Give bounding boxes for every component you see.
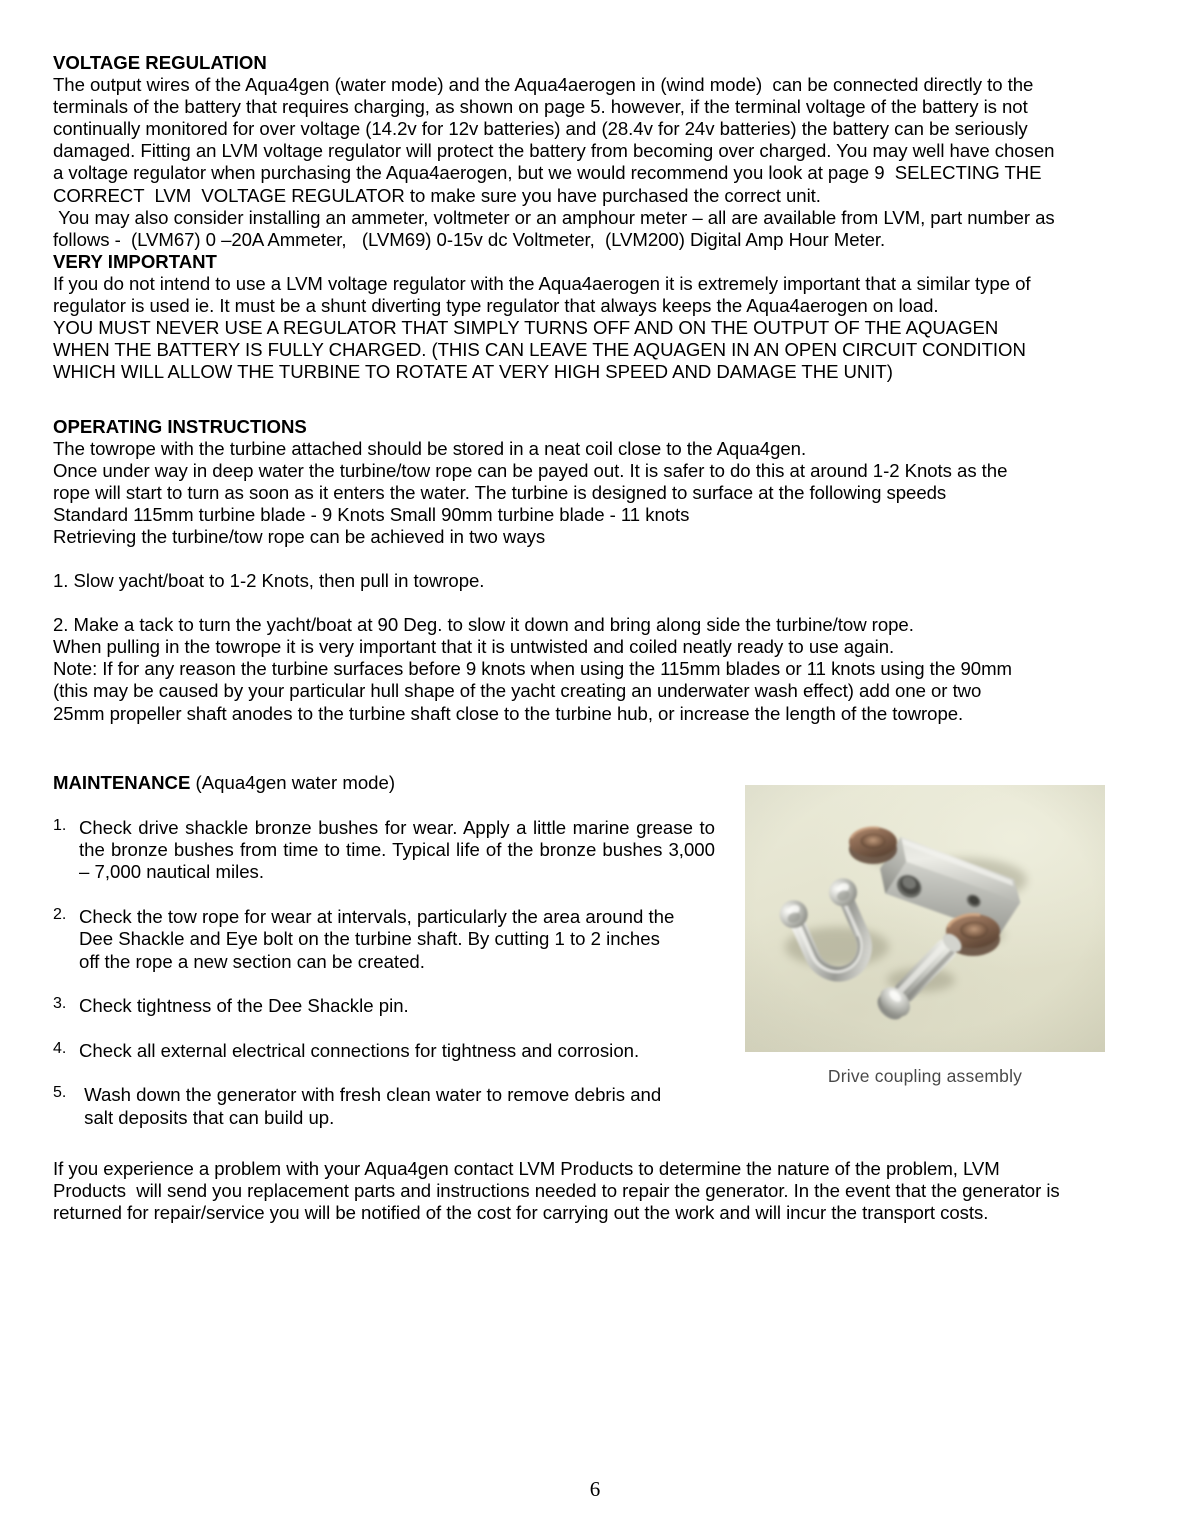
spacer [53,592,1138,614]
body-line: follows - (LVM67) 0 –20A Ammeter, (LVM69) 0-15v dc Voltmeter, (LVM200) Digital Amp Hour Meter. [53,228,886,250]
closing-line: If you experience a problem with your Aqua4gen contact LVM Products to determine the nature of the problem, LVM [53,1158,1000,1179]
spacer [53,794,715,816]
figure-drive-coupling-assembly [745,785,1105,1087]
body-line: CORRECT LVM VOLTAGE REGULATOR to make sure you have purchased the correct unit. [53,184,821,206]
heading-maintenance-bold: MAINTENANCE [53,772,191,793]
maintenance-item-line: Check the tow rope for wear at intervals, particularly the area around the [79,905,675,927]
body-line: damaged. Fitting an LVM voltage regulator will protect the battery from becoming over charged. You may well have chosen [53,140,1055,162]
spacer [53,1062,715,1084]
spacer [53,973,715,995]
maintenance-item-line: off the rope a new section can be created. [79,950,425,972]
retrieval-note-line: 25mm propeller shaft anodes to the turbine shaft close to the turbine hub, or increase the length of the towrope. [53,702,964,724]
heading-maintenance-rest: (Aqua4gen water mode) [190,772,396,793]
maintenance-item-line: Dee Shackle and Eye bolt on the turbine shaft. By cutting 1 to 2 inches [79,928,660,950]
body-line: continually monitored for over voltage (14.2v for 12v batteries) and (28.4v for 24v batteries) the battery can be seriously [53,118,1028,140]
section-operating-instructions [53,416,1138,549]
warning-line: YOU MUST NEVER USE A REGULATOR THAT SIMPLY TURNS OFF AND ON THE OUTPUT OF THE AQUAGEN [53,317,999,339]
photo-vignette [745,785,1105,1052]
retrieval-note-line: (this may be caused by your particular hull shape of the yacht creating an underwater wash effect) add one or two [53,680,982,702]
heading-operating-instructions: OPERATING INSTRUCTIONS [53,416,307,437]
section-maintenance [53,772,715,1129]
drive-coupling-assembly-photo [745,785,1105,1052]
maintenance-item [53,1084,715,1129]
closing-line: returned for repair/service you will be notified of the cost for carrying out the work and will incur the transport costs. [53,1202,989,1224]
maintenance-item-number: 3. [53,995,67,1013]
body-line: The output wires of the Aqua4gen (water mode) and the Aqua4aerogen in (wind mode) can be connected directly to the [53,74,1034,96]
closing-line: Products will send you replacement parts and instructions needed to repair the generator. In the event that the generator is [53,1180,1060,1202]
body-line: Standard 115mm turbine blade - 9 Knots Small 90mm turbine blade - 11 knots [53,504,690,526]
maintenance-item-number: 5. [53,1084,67,1102]
retrieval-note-line: Note: If for any reason the turbine surfaces before 9 knots when using the 115mm blades or 11 knots using the 90mm [53,658,1012,680]
warning-line: WHICH WILL ALLOW THE TURBINE TO ROTATE AT VERY HIGH SPEED AND DAMAGE THE UNIT) [53,361,893,383]
body-line: Retrieving the turbine/tow rope can be achieved in two ways [53,526,546,548]
heading-voltage-regulation: VOLTAGE REGULATION [53,52,267,73]
body-line: You may also consider installing an ammeter, voltmeter or an amphour meter – all are available from LVM, part number as [53,206,1055,228]
retrieval-step-1: 1. Slow yacht/boat to 1-2 Knots, then pull in towrope. [53,570,485,591]
section-retrieval-steps [53,570,1138,725]
body-line: rope will start to turn as soon as it enters the water. The turbine is designed to surface at the following speeds [53,482,947,504]
maintenance-item [53,995,715,1017]
maintenance-item-number: 2. [53,905,67,923]
maintenance-item-line: salt deposits that can build up. [79,1106,335,1128]
warning-line: If you do not intend to use a LVM voltage regulator with the Aqua4aerogen it is extremely important that a similar type of [53,272,1031,294]
body-line: Once under way in deep water the turbine/tow rope can be payed out. It is safer to do this at around 1-2 Knots as the [53,460,1008,482]
retrieval-note-line: When pulling in the towrope it is very important that it is untwisted and coiled neatly ready to use again. [53,636,895,658]
maintenance-item-number: 1. [53,816,67,834]
spacer [53,884,715,906]
maintenance-item-line: Check all external electrical connections for tightness and corrosion. [79,1039,640,1061]
maintenance-item-line: Check tightness of the Dee Shackle pin. [79,995,409,1017]
photo-caption: Drive coupling assembly [827,1066,1023,1086]
retrieval-step-2: 2. Make a tack to turn the yacht/boat at 90 Deg. to slow it down and bring along side the turbine/tow rope. [53,614,914,636]
warning-line: regulator is used ie. It must be a shunt diverting type regulator that always keeps the Aqua4aerogen on load. [53,295,939,317]
body-line: a voltage regulator when purchasing the Aqua4aerogen, but we would recommend you look at page 9 SELECTING THE [53,162,1042,184]
maintenance-item [53,1040,715,1062]
maintenance-item-text: Check drive shackle bronze bushes for wear. Apply a little marine grease to the bronze bushes from time to time. Typical life of the bronze bushes 3,000 – 7,000 nautical miles. [79,816,715,883]
body-line: The towrope with the turbine attached should be stored in a neat coil close to the Aqua4gen. [53,438,807,460]
page-number: 6 [589,1477,601,1501]
maintenance-item-line: Wash down the generator with fresh clean water to remove debris and [79,1084,662,1106]
maintenance-item [53,817,715,884]
maintenance-item-number: 4. [53,1039,67,1057]
heading-very-important: VERY IMPORTANT [53,250,217,272]
section-closing-paragraph [53,1158,1138,1224]
warning-line: WHEN THE BATTERY IS FULLY CHARGED. (THIS CAN LEAVE THE AQUAGEN IN AN OPEN CIRCUIT CONDITION [53,339,1026,361]
heading-maintenance [53,772,715,794]
spacer [53,1018,715,1040]
maintenance-item [53,906,715,973]
body-line: terminals of the battery that requires charging, as shown on page 5. however, if the terminal voltage of the battery is not [53,96,1028,118]
section-voltage-regulation [53,52,1138,383]
